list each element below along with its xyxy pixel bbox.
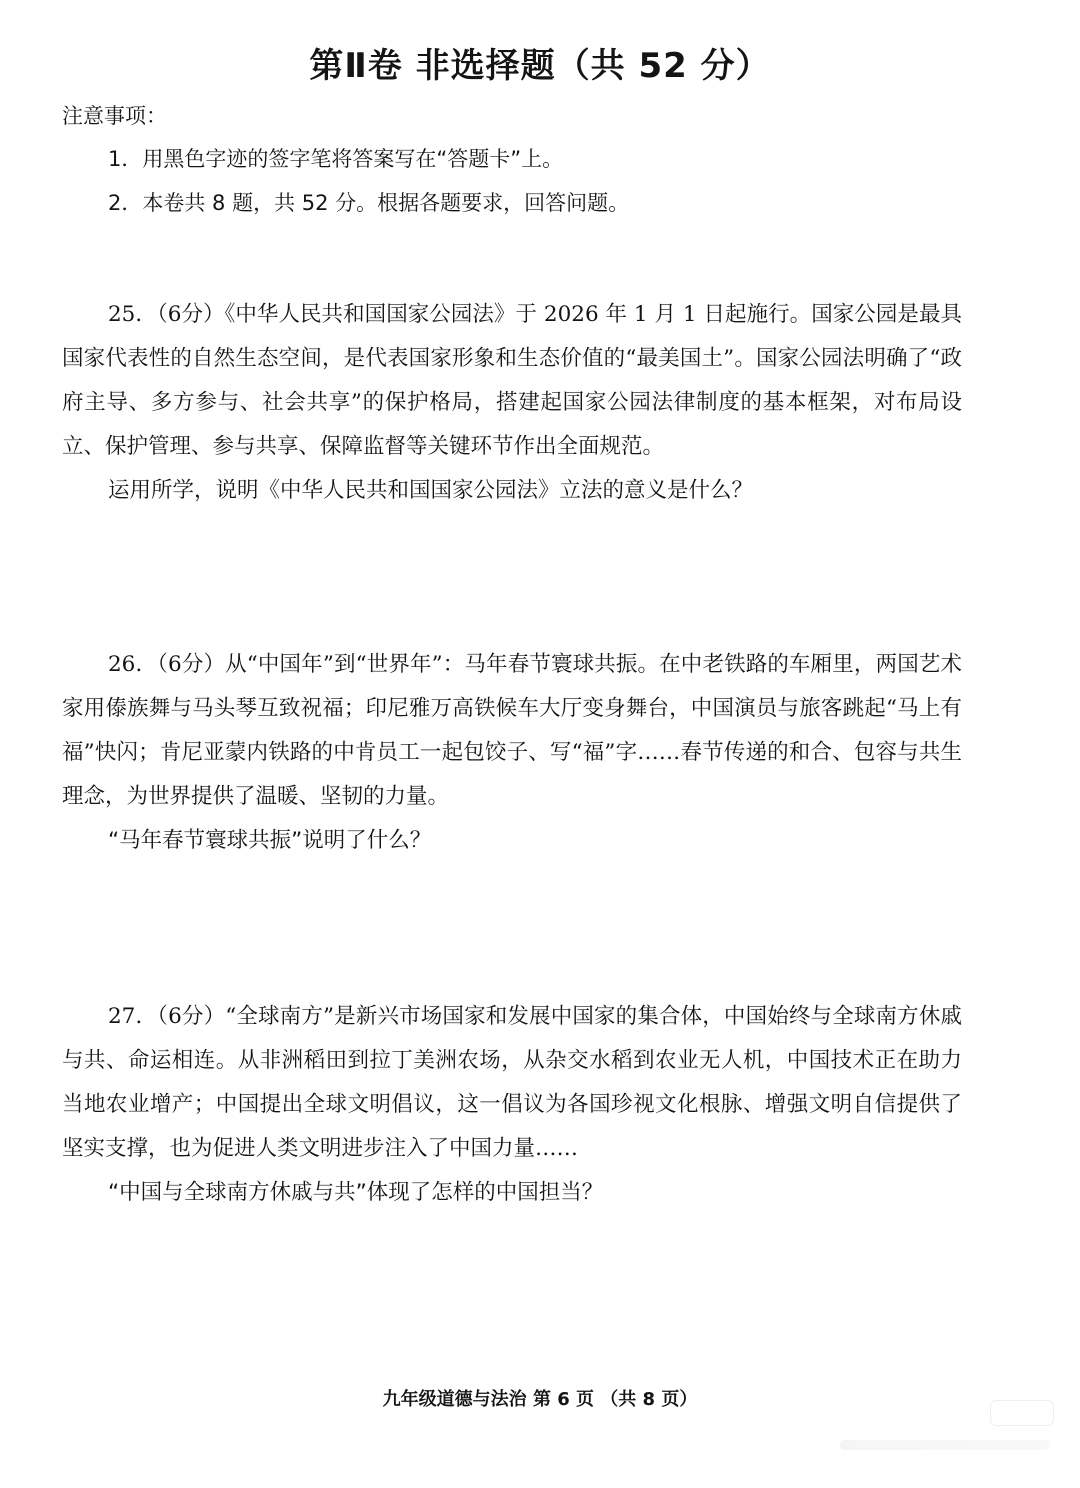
notice-item-2: 2．本卷共 8 题，共 52 分。根据各题要求，回答问题。 — [108, 191, 630, 215]
question-25 — [62, 293, 962, 513]
question-26-material: 26．（6分）从“中国年”到“世界年”：马年春节寰球共振。在中老铁路的车厢里，两国艺术家用傣族舞与马头琴互致祝福；印尼雅万高铁候车大厅变身舞台，中国演员与旅客跳起“马上有福”快闪；肯尼亚蒙内铁路的中肯员工一起包饺子、写“福”字……春节传递的和合、包容与共生理念，为世界提供了温暖、坚韧的力量。 — [62, 652, 962, 809]
watermark-strip — [840, 1440, 1050, 1450]
question-27-material: 27．（6分）“全球南方”是新兴市场国家和发展中国家的集合体，中国始终与全球南方休戚与共、命运相连。从非洲稻田到拉丁美洲农场，从杂交水稻到农业无人机，中国技术正在助力当地农业增产；中国提出全球文明倡议，这一倡议为各国珍视文化根脉、增强文明自信提供了坚实支撑，也为促进人类文明进步注入了中国力量…… — [62, 1004, 962, 1161]
notice-item-1: 1．用黑色字迹的签字笔将答案写在“答题卡”上。 — [108, 147, 564, 171]
page-title: 第Ⅱ卷 非选择题（共 52 分） — [309, 46, 771, 86]
page-footer: 九年级道德与法治 第 6 页 （共 8 页） — [382, 1389, 698, 1410]
question-25-material: 25．（6分）《中华人民共和国国家公园法》于 2026 年 1 月 1 日起施行。国家公园是最具国家代表性的自然生态空间，是代表国家形象和生态价值的“最美国土”。国家公园法明确了“政府主导、多方参与、社会共享”的保护格局，搭建起国家公园法律制度的基本框架，对布局设立、保护管理、参与共享、保障监督等关键环节作出全面规范。 — [62, 302, 962, 459]
notice-heading: 注意事项： — [62, 104, 167, 128]
question-26-prompt: “马年春节寰球共振”说明了什么？ — [108, 828, 432, 853]
question-27 — [62, 995, 962, 1215]
watermark-logo — [990, 1400, 1054, 1426]
question-25-prompt: 运用所学，说明《中华人民共和国国家公园法》立法的意义是什么？ — [108, 478, 754, 503]
question-26 — [62, 643, 962, 863]
question-27-prompt: “中国与全球南方休戚与共”体现了怎样的中国担当？ — [108, 1180, 604, 1205]
